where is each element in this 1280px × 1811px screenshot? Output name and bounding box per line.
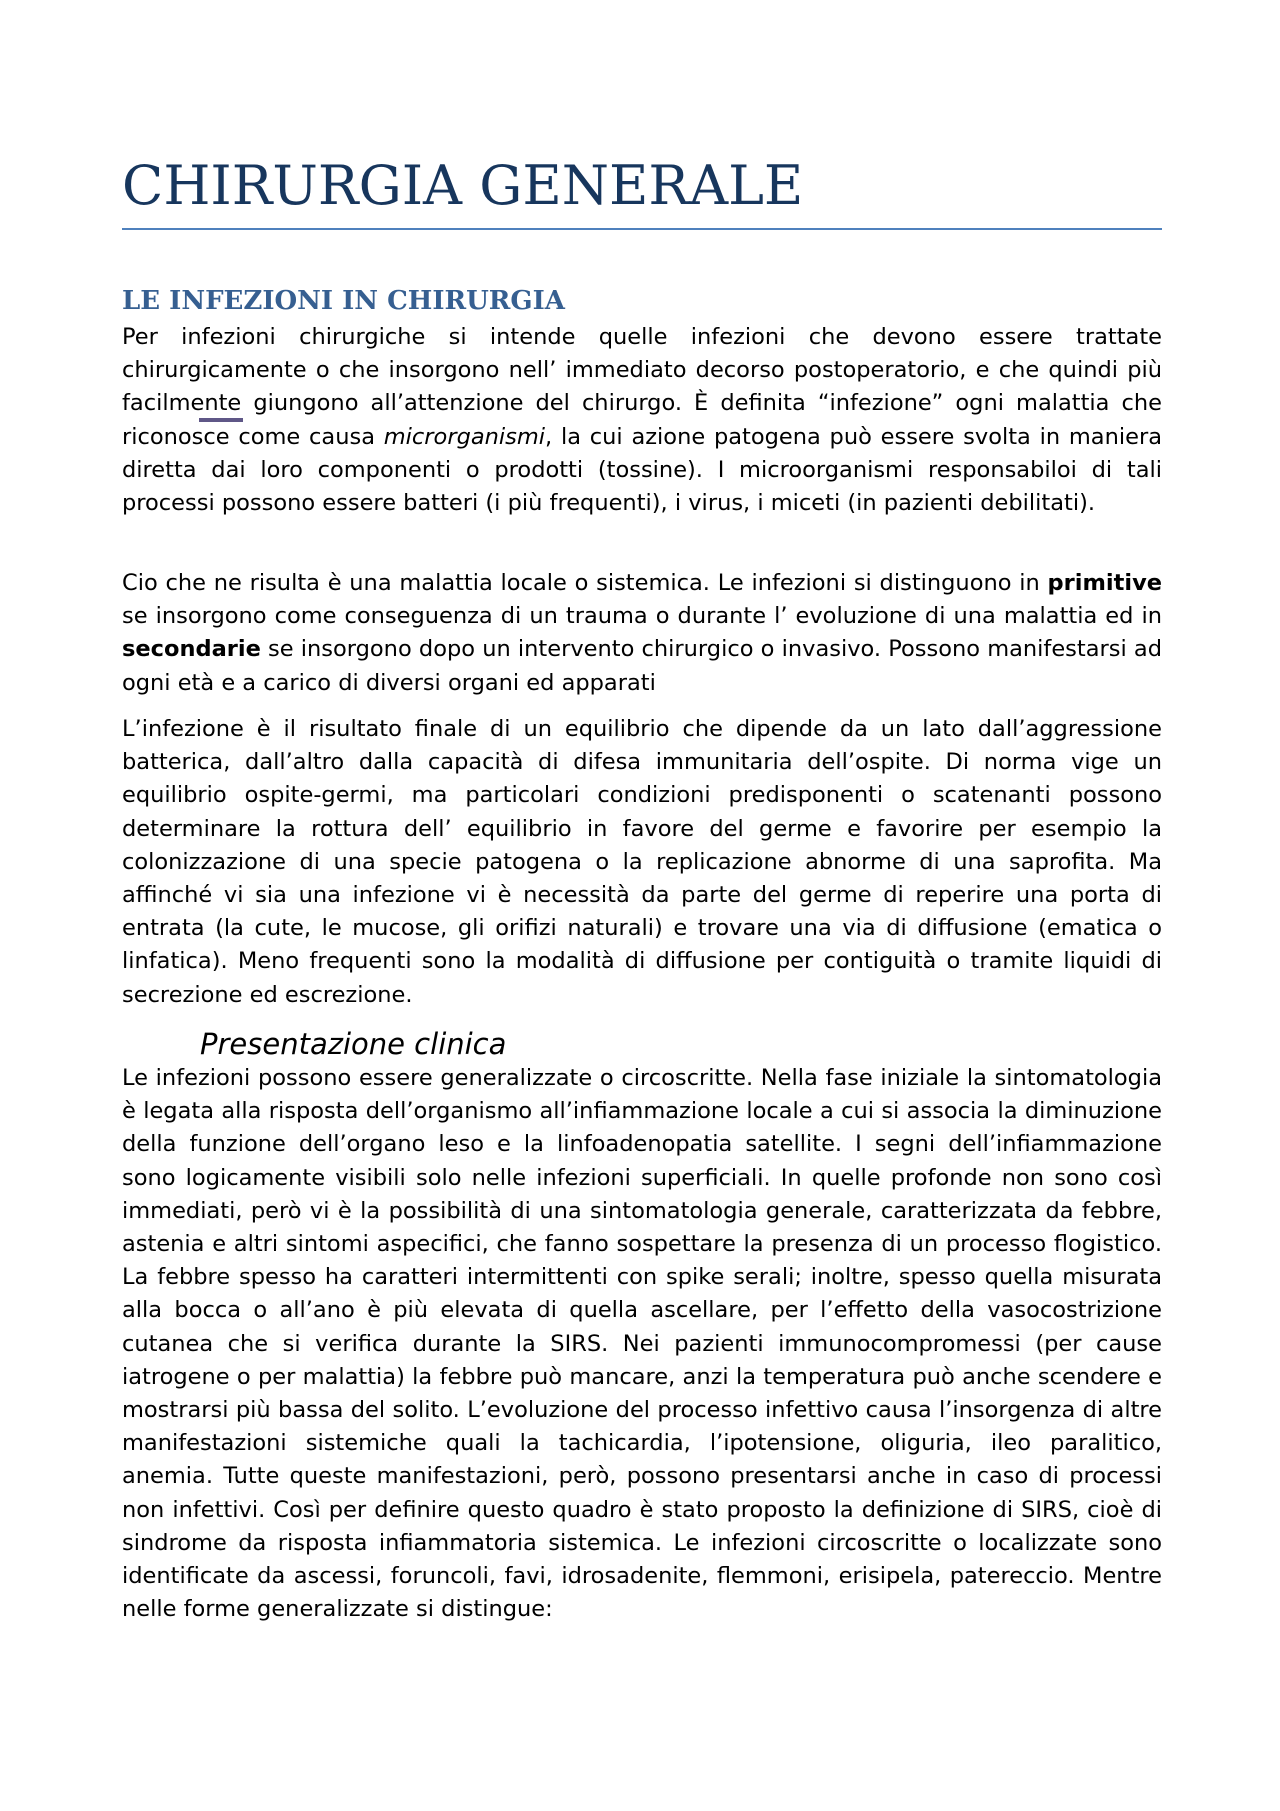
paragraph-1-text-b: , la cui azione patogena può essere svolta in maniera diretta dai loro componenti o prodotti (tossine). I microorganismi responsabiloi di tali processi possono essere batteri (i più frequenti), i virus, i miceti (in pazienti debilitati).: [122, 423, 1162, 517]
title-underline: [122, 228, 1162, 230]
subheading: Presentazione clinica: [200, 1027, 507, 1061]
section-heading: LE INFEZIONI IN CHIRURGIA: [122, 286, 565, 316]
comment-marker: [199, 418, 243, 422]
paragraph-3: L’infezione è il risultato finale di un equilibrio che dipende da un lato dall’aggressione batterica, dall’altro dalla capacità di difesa immunitaria dell’ospite. Di norma vige un equilibrio ospite-germi, ma particolari condizioni predisponenti o scatenanti possono determinare la rottura dell’ equilibrio in favore del germe e favorire per esempio la colonizzazione di una specie patogena o la replicazione abnorme di una saprofita. Ma affinché vi sia una infezione vi è necessità da parte del germe di reperire una porta di entrata (la cute, le mucose, gli orifizi naturali) e trovare una via di diffusione (ematica o linfatica). Meno frequenti sono la modalità di diffusione per contiguità o tramite liquidi di secrezione ed escrezione.: [122, 716, 1162, 1008]
paragraph-1: [122, 321, 1162, 520]
paragraph-2-text-b: se insorgono come conseguenza di un trauma o durante l’ evoluzione di una malattia ed in: [122, 603, 1162, 630]
paragraph-2-text-c: se insorgono dopo un intervento chirurgico o invasivo. Possono manifestarsi ad ogni età e a carico di diversi organi ed apparati: [122, 636, 1162, 696]
term-primitive: primitive: [1047, 570, 1162, 596]
paragraph-1-emphasis: microrganismi: [383, 423, 546, 450]
paragraph-1-text-a: Per infezioni chirurgiche si intende quelle infezioni che devono essere trattate chirurgicamente o che insorgono nell’ immediato decorso postoperatorio, e che quindi più facilmente giungono all’attenzione del chirurgo. È definita “infezione” ogni malattia che riconosce come causa: [122, 324, 1162, 450]
paragraph-2: [122, 567, 1162, 700]
document-title: CHIRURGIA GENERALE: [122, 154, 804, 217]
paragraph-2-text-a: Cio che ne risulta è una malattia locale o sistemica. Le infezioni si distinguono in: [122, 570, 1048, 596]
paragraph-4: Le infezioni possono essere generalizzate o circoscritte. Nella fase iniziale la sintomatologia è legata alla risposta dell’organismo all’infiammazione locale a cui si associa la diminuzione della funzione dell’organo leso e la linfoadenopatia satellite. I segni dell’infiammazione sono logicamente visibili solo nelle infezioni superficiali. In quelle profonde non sono così immediati, però vi è la possibilità di una sintomatologia generale, caratterizzata da febbre, astenia e altri sintomi aspecifici, che fanno sospettare la presenza di un processo flogistico. La febbre spesso ha caratteri intermittenti con spike serali; inoltre, spesso quella misurata alla bocca o all’ano è più elevata di quella ascellare, per l’effetto della vasocostrizione cutanea che si verifica durante la SIRS. Nei pazienti immunocompromessi (per cause iatrogene o per malattia) la febbre può mancare, anzi la temperatura può anche scendere e mostrarsi più bassa del solito. L’evoluzione del processo infettivo causa l’insorgenza di altre manifestazioni sistemiche quali la tachicardia, l’ipotensione, oliguria, ileo paralitico, anemia. Tutte queste manifestazioni, però, possono presentarsi anche in caso di processi non infettivi. Così per definire questo quadro è stato proposto la definizione di SIRS, cioè di sindrome da risposta infiammatoria sistemica. Le infezioni circoscritte o localizzate sono identificate da ascessi, foruncoli, favi, idrosadenite, flemmoni, erisipela, patereccio. Mentre nelle forme generalizzate si distingue:: [122, 1065, 1162, 1623]
term-secondary: secondarie: [122, 636, 261, 663]
